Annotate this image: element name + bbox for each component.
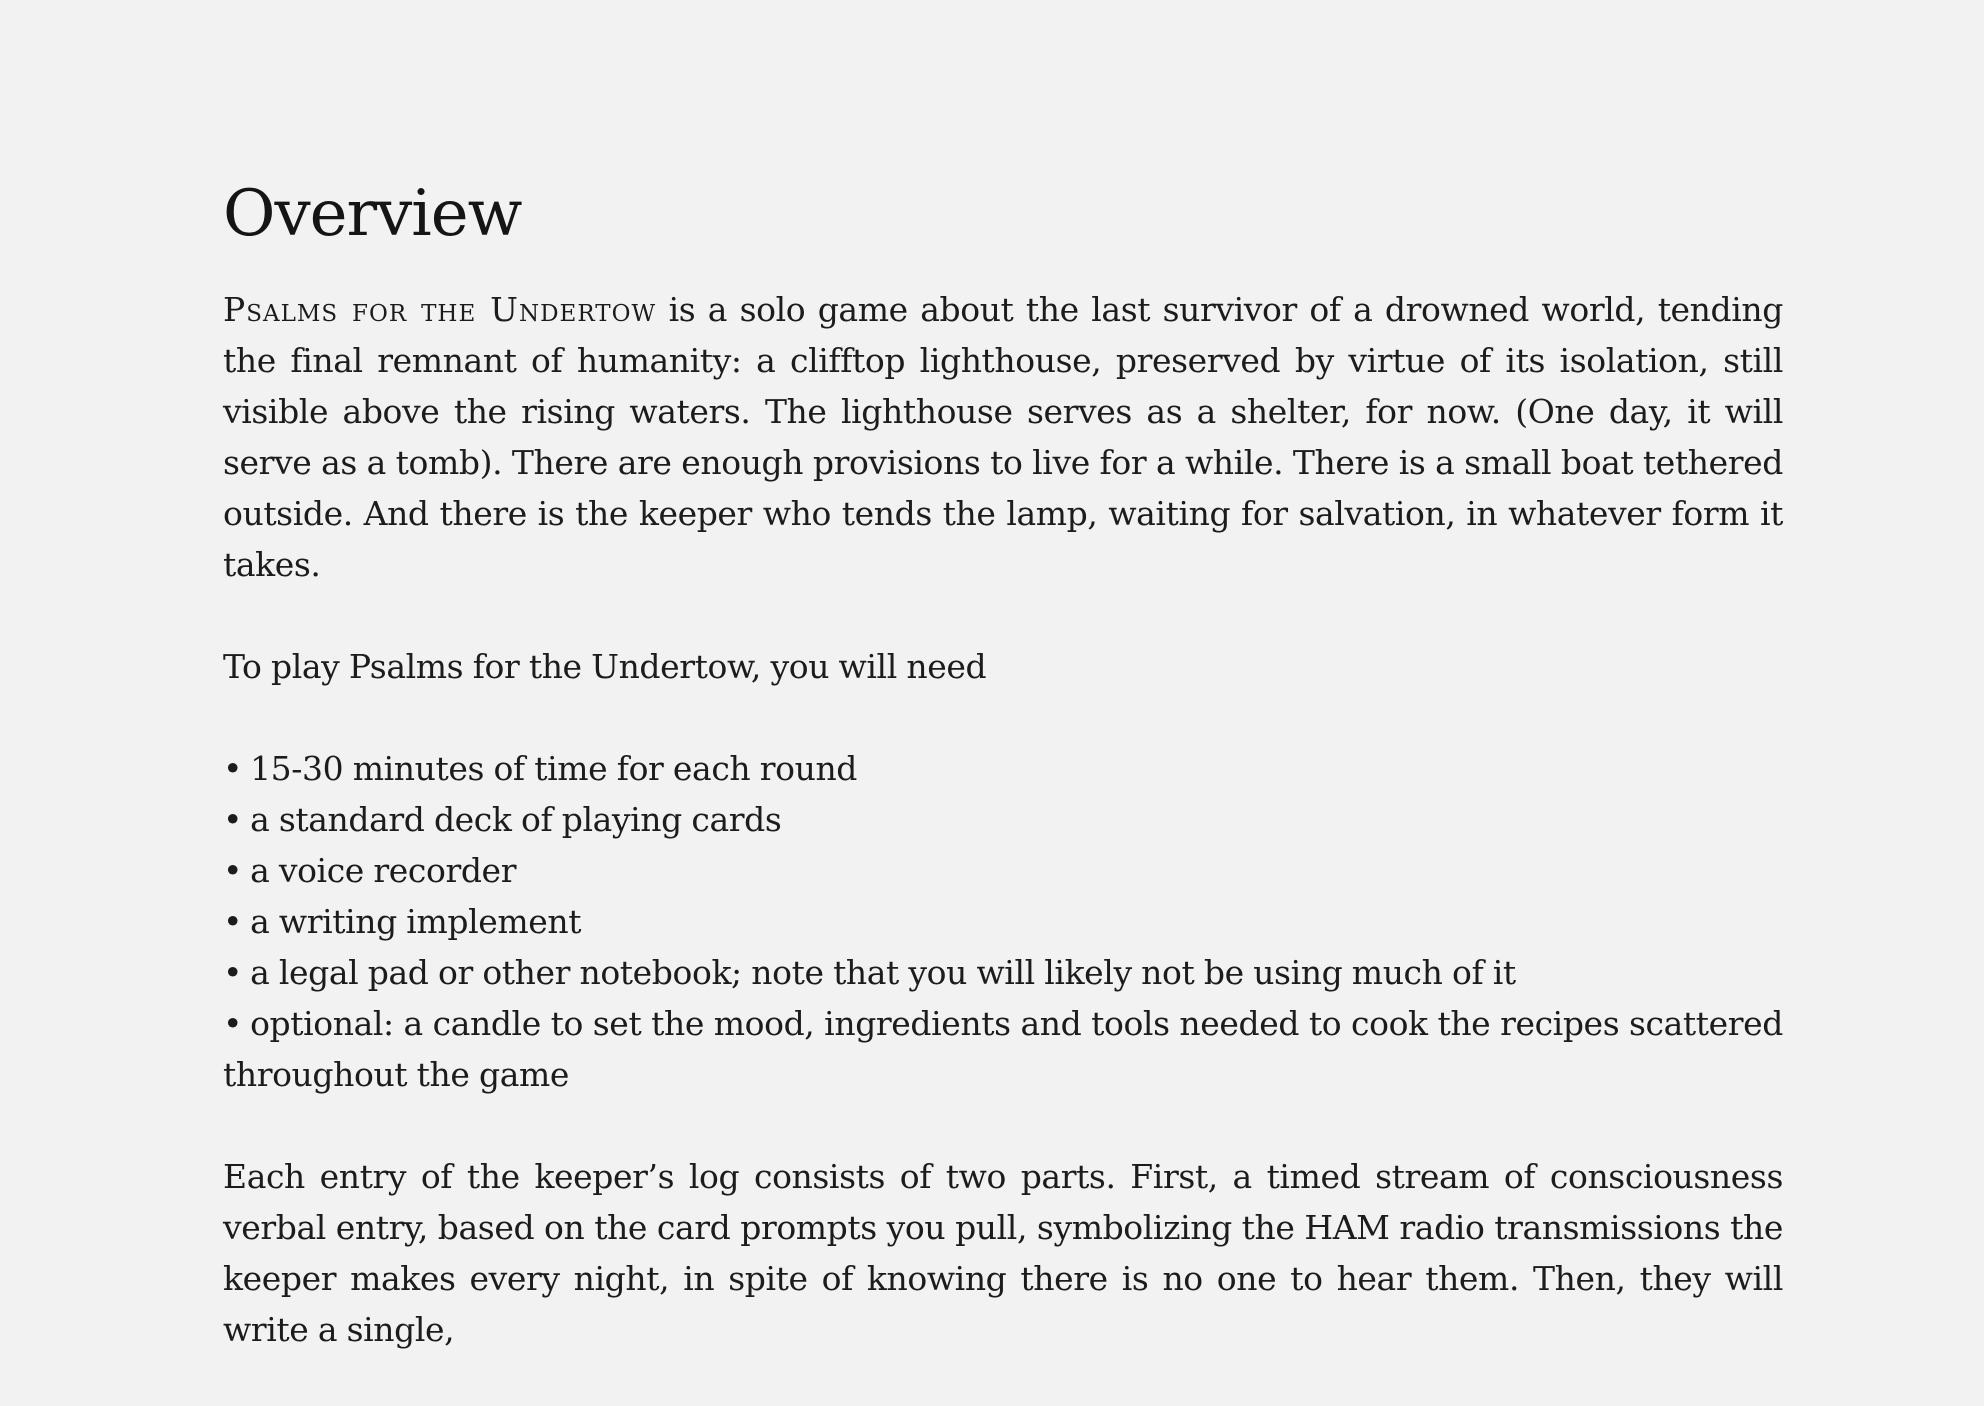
document-body bbox=[223, 284, 1783, 1355]
bullet-icon: • bbox=[223, 953, 243, 992]
bullet-icon: • bbox=[223, 1004, 243, 1043]
intro-text: is a solo game about the last survivor of a drowned world, tending the final remnant of humanity: a clifftop lighthouse, preserved by virtue of its isolation, still visible above the rising waters. The lighthouse serves as a shelter, for now. (One day, it will serve as a tomb). There are enough provisions to live for a while. There is a small boat tethered outside. And there is the keeper who tends the lamp, waiting for salvation, in whatever form it takes. bbox=[223, 290, 1783, 584]
bullet-icon: • bbox=[223, 749, 243, 788]
game-title: Psalms for the Undertow bbox=[223, 290, 657, 329]
intro-paragraph bbox=[223, 284, 1783, 590]
entry-paragraph: Each entry of the keeper’s log consists of two parts. First, a timed stream of consciousness verbal entry, based on the card prompts you pull, symbolizing the HAM radio transmissions the keeper makes every night, in spite of knowing there is no one to hear them. Then, they will write a single, bbox=[223, 1157, 1783, 1349]
bullet-icon: • bbox=[223, 800, 243, 839]
section-heading: Overview bbox=[223, 177, 522, 251]
list-item: • a legal pad or other notebook; note that you will likely not be using much of it bbox=[223, 947, 1783, 998]
needs-list bbox=[223, 743, 1783, 1100]
list-item: • a writing implement bbox=[223, 896, 1783, 947]
list-item: • a voice recorder bbox=[223, 845, 1783, 896]
list-item: • 15-30 minutes of time for each round bbox=[223, 743, 1783, 794]
bullet-icon: • bbox=[223, 851, 243, 890]
bullet-icon: • bbox=[223, 902, 243, 941]
needs-intro: To play Psalms for the Undertow, you will need bbox=[223, 647, 987, 686]
list-item: • optional: a candle to set the mood, ingredients and tools needed to cook the recipes scattered throughout the game bbox=[223, 998, 1783, 1100]
document-page bbox=[223, 172, 1783, 1406]
list-item: • a standard deck of playing cards bbox=[223, 794, 1783, 845]
